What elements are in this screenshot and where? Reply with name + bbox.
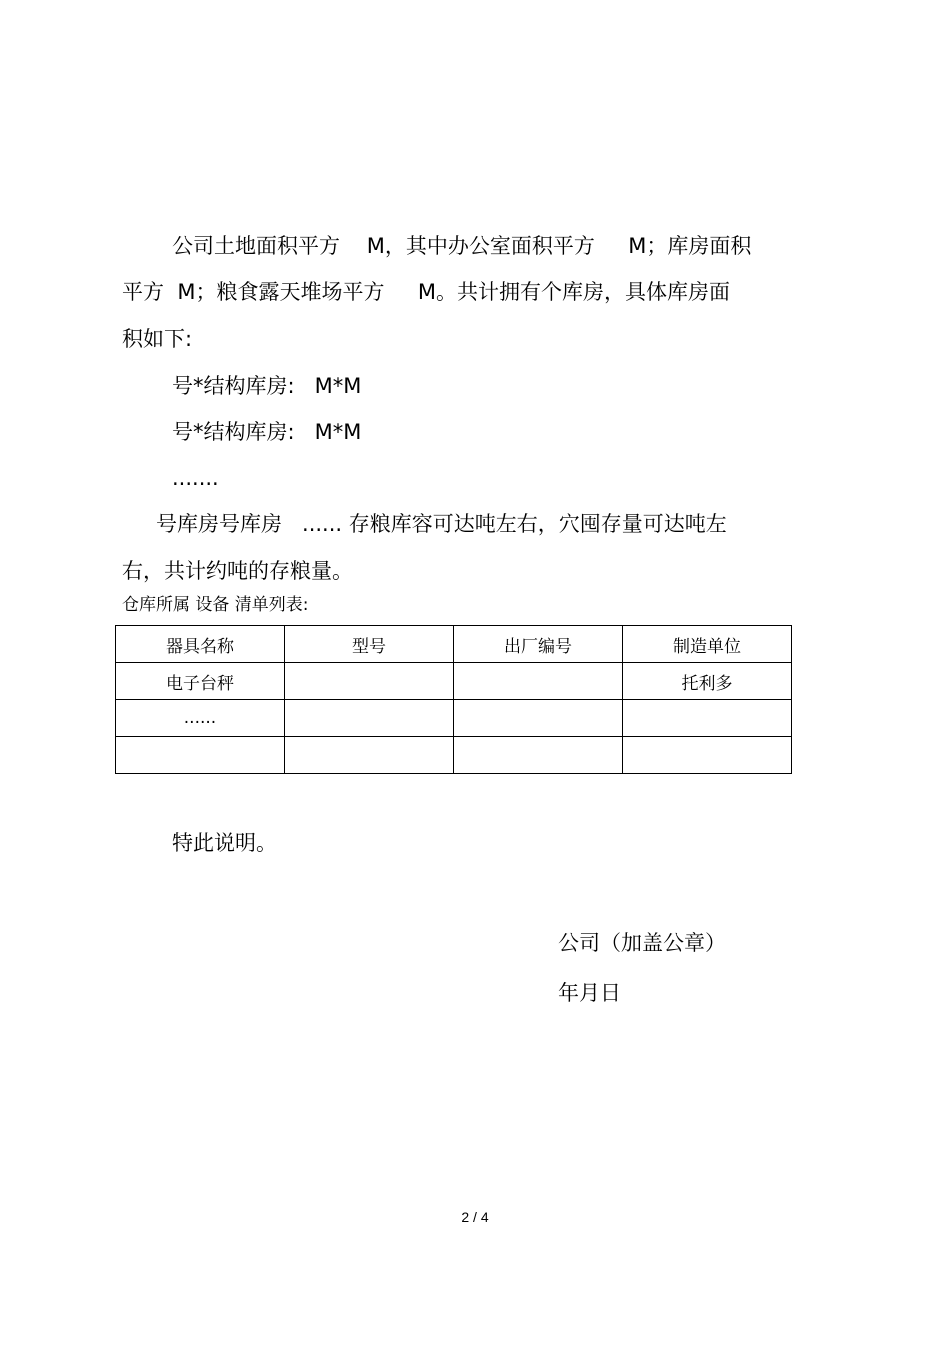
paragraph-2-line-2: 右，共计约吨的存粮量。 bbox=[122, 559, 353, 583]
table-cell bbox=[454, 663, 623, 700]
table-cell bbox=[623, 700, 792, 737]
header-cell: 型号 bbox=[285, 626, 454, 663]
table-cell: 电子台秤 bbox=[116, 663, 285, 700]
room-line-2: 号*结构库房: M*M bbox=[172, 420, 362, 444]
table-cell: ...... bbox=[116, 700, 285, 737]
signature-company: 公司（加盖公章） bbox=[558, 931, 726, 955]
table-cell: 托利多 bbox=[623, 663, 792, 700]
paragraph-1-line-1: 公司土地面积平方 M，其中办公室面积平方 M；库房面积 bbox=[172, 234, 752, 258]
table-row bbox=[116, 663, 792, 700]
signature-date: 年月日 bbox=[558, 981, 621, 1005]
table-cell bbox=[454, 737, 623, 774]
table-cell bbox=[285, 700, 454, 737]
table-cell bbox=[285, 737, 454, 774]
table-cell bbox=[454, 700, 623, 737]
paragraph-2-line-1: 号库房号库房 ...... 存粮库容可达吨左右，穴囤存量可达吨左 bbox=[156, 512, 727, 536]
paragraph-1-line-3: 积如下: bbox=[122, 327, 193, 351]
closing-statement: 特此说明。 bbox=[172, 831, 277, 855]
table-header-row bbox=[116, 626, 792, 663]
table-cell bbox=[623, 737, 792, 774]
page-number: 2 / 4 bbox=[461, 1209, 489, 1225]
header-cell: 制造单位 bbox=[623, 626, 792, 663]
table-caption: 仓库所属 设备 清单列表: bbox=[122, 595, 309, 615]
table-cell bbox=[285, 663, 454, 700]
paragraph-1-line-2: 平方 M；粮食露天堆场平方 M。共计拥有个库房，具体库房面 bbox=[122, 280, 730, 304]
equipment-table bbox=[115, 625, 792, 774]
room-line-1: 号*结构库房: M*M bbox=[172, 374, 362, 398]
table-cell bbox=[116, 737, 285, 774]
table-row bbox=[116, 700, 792, 737]
header-cell: 器具名称 bbox=[116, 626, 285, 663]
table-row bbox=[116, 737, 792, 774]
header-cell: 出厂编号 bbox=[454, 626, 623, 663]
room-ellipsis: ....... bbox=[172, 466, 219, 490]
